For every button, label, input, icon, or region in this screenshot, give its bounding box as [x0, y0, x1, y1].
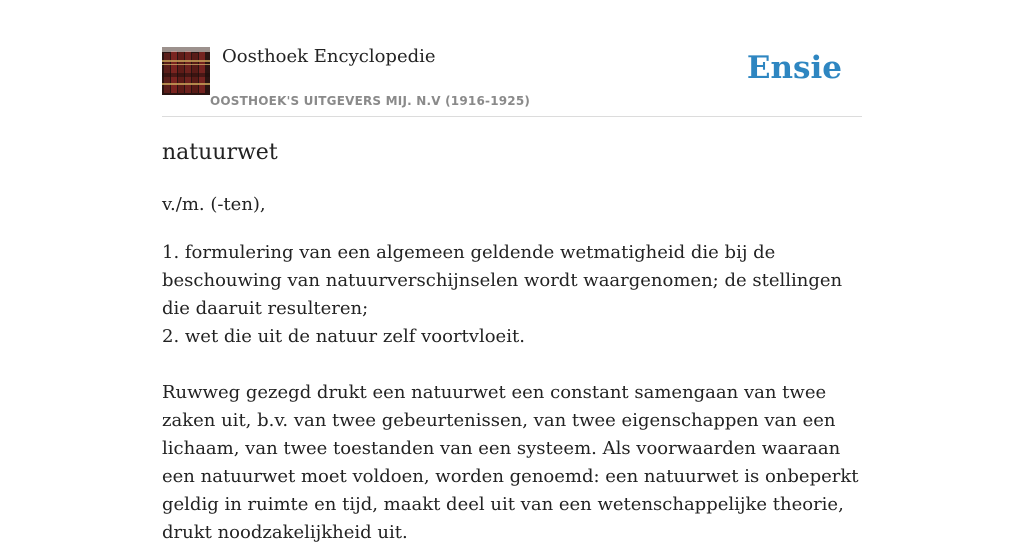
paragraph-spacer [162, 351, 862, 379]
entry-body [162, 239, 862, 547]
definition-2: 2. wet die uit de natuur zelf voortvloeit. [162, 326, 525, 347]
brand-logo[interactable]: Ensie [746, 50, 842, 86]
definition-1: 1. formulering van een algemeen geldende wetmatigheid die bij de beschouwing van natuurverschijnselen wordt waargenomen; de stellingen die daaruit resulteren; [162, 242, 843, 319]
source-avatar[interactable] [162, 47, 210, 95]
source-subtitle: OOSTHOEK'S UITGEVERS MIJ. N.V (1916-1925) [210, 94, 531, 108]
source-header [162, 0, 862, 117]
encyclopedia-books-icon [162, 47, 210, 95]
source-title[interactable]: Oosthoek Encyclopedie [222, 46, 436, 67]
entry-paragraph: Ruwweg gezegd drukt een natuurwet een constant samengaan van twee zaken uit, b.v. van twee gebeurtenissen, van twee eigenschappen van een lichaam, van twee toestanden van een systeem. Als voorwaarden waaraan een natuurwet moet voldoen, worden genoemd: een natuurwet is onbeperkt geldig in ruimte en tijd, maakt deel uit van een wetenschappelijke theorie, drukt noodzakelijkheid uit. [162, 382, 859, 543]
entry-title: natuurwet [162, 140, 278, 165]
article-container [162, 0, 862, 543]
entry-grammar: v./m. (-ten), [162, 194, 266, 215]
